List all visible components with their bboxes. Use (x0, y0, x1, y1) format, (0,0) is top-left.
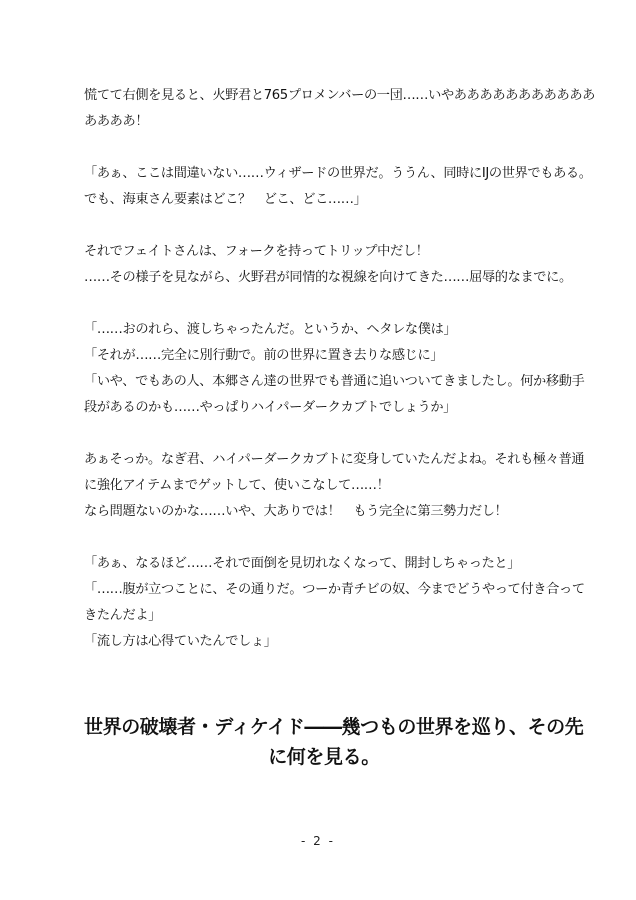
text-line: 慌てて右側を見ると、火野君と765プロメンバーの一団……いやあああああああああああ (84, 88, 596, 103)
text-line: ……その様子を見ながら、火野君が同情的な視線を向けてきた……屈辱的なまでに。 (84, 270, 572, 285)
text-line: 「あぁ、なるほど……それで面倒を見切れなくなって、開封しちゃったと」 (84, 556, 521, 571)
text-line: 段があるのかも……やっぱりハイパーダークカブトでしょうか」 (84, 400, 457, 415)
text-line: 「……おのれら、渡しちゃったんだ。というか、ヘタレな僕は」 (84, 322, 457, 337)
paragraph-gap (84, 213, 564, 239)
paragraph-1 (84, 83, 596, 135)
text-line: ああああ！ (84, 114, 149, 129)
body-text (84, 83, 596, 655)
paragraph-2 (84, 161, 592, 213)
text-line: 「それが……完全に別行動で。前の世界に置き去りな感じに」 (84, 348, 444, 363)
text-line: でも、海東さん要素はどこ？ どこ、どこ……」 (84, 192, 367, 207)
page-number: - 2 - (301, 834, 335, 848)
paragraph-3 (84, 239, 572, 291)
text-line: あぁそっか。なぎ君、ハイパーダークカブトに変身していたんだよね。それも極々普通 (84, 452, 585, 467)
text-line: 「あぁ、ここは間違いない……ウィザードの世界だ。ううん、同時にIJの世界でもある。 (84, 166, 592, 181)
headline-line-2: に何を見る。 (268, 746, 380, 768)
paragraph-gap (84, 135, 564, 161)
paragraph-gap (84, 291, 564, 317)
paragraph-gap (84, 421, 564, 447)
text-line: きたんだよ」 (84, 608, 162, 623)
headline-line-1: 世界の破壊者・ディケイド――幾つもの世界を巡り、その先 (84, 716, 584, 738)
paragraph-gap (84, 525, 564, 551)
text-line: に強化アイテムまでゲットして、使いこなして……！ (84, 478, 390, 493)
text-line: 「流し方は心得ていたんでしょ」 (84, 634, 277, 649)
headline (84, 712, 584, 772)
paragraph-5 (84, 447, 585, 525)
paragraph-6 (84, 551, 585, 655)
text-line: それでフェイトさんは、フォークを持ってトリップ中だし！ (84, 244, 429, 259)
paragraph-4 (84, 317, 585, 421)
text-line: 「……腹が立つことに、その通りだ。つーか青チビの奴、今までどうやって付き合って (84, 582, 585, 597)
text-line: 「いや、でもあの人、本郷さん達の世界でも普通に追いついてきましたし。何か移動手 (84, 374, 585, 389)
text-line: なら問題ないのかな……いや、大ありでは！ もう完全に第三勢力だし！ (84, 504, 508, 519)
